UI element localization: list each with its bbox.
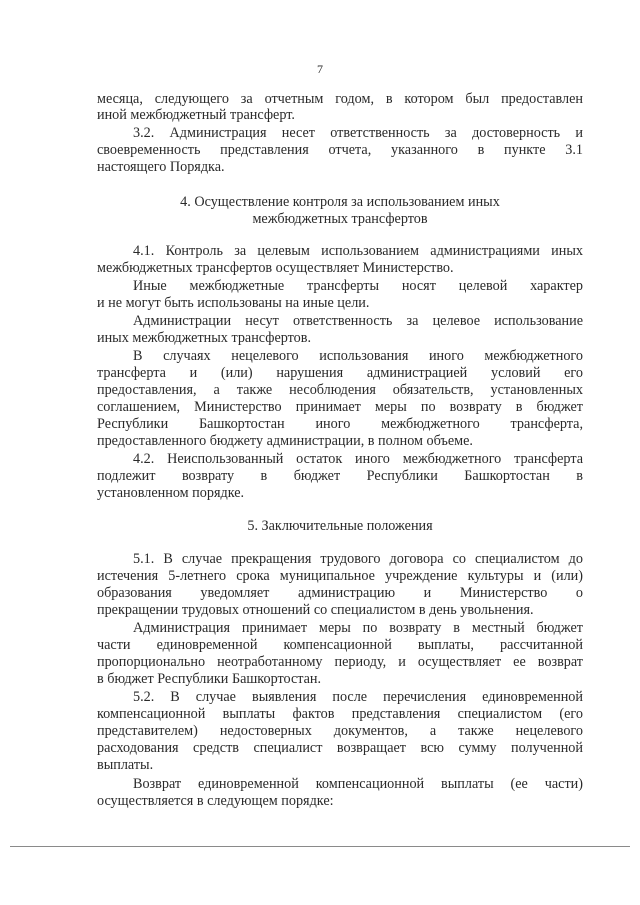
section-heading: 4. Осуществление контроля за использованием иных	[180, 194, 500, 210]
text-line: представителем) недостоверных документов, а также нецелевого	[97, 723, 583, 739]
text-line: образования уведомляет администрацию и Министерство о	[97, 585, 583, 601]
text-line: иных межбюджетных трансфертов.	[97, 330, 312, 346]
text-line: Республики Башкортостан иного межбюджетного трансферта,	[97, 416, 583, 432]
text-line: соглашением, Министерство принимает меры по возврату в бюджет	[97, 399, 583, 415]
text-line: расходования средств специалист возвращает всю сумму полученной	[97, 740, 583, 756]
text-line: Возврат единовременной компенсационной выплаты (ее части)	[133, 776, 583, 792]
text-line: Администрация принимает меры по возврату в местный бюджет	[133, 620, 583, 636]
text-line: 4.1. Контроль за целевым использованием администрациями иных	[133, 243, 583, 259]
text-line: своевременность представления отчета, указанного в пункте 3.1	[97, 142, 583, 158]
text-line: пропорционально неотработанному периоду, и осуществляет ее возврат	[97, 654, 583, 670]
text-line: Иные межбюджетные трансферты носят целевой характер	[133, 278, 583, 294]
text-line: подлежит возврату в бюджет Республики Башкортостан в	[97, 468, 583, 484]
text-line: В случаях нецелевого использования иного межбюджетного	[133, 348, 583, 364]
text-line: межбюджетных трансфертов осуществляет Министерство.	[97, 260, 454, 276]
text-line: 3.2. Администрация несет ответственность за достоверность и	[133, 125, 583, 141]
text-line: предоставления, а также несоблюдения обязательств, установленных	[97, 382, 583, 398]
text-line: иной межбюджетный трансферт.	[97, 107, 295, 123]
text-line: месяца, следующего за отчетным годом, в котором был предоставлен	[97, 91, 583, 107]
section-heading: межбюджетных трансфертов	[252, 211, 428, 227]
text-line: компенсационной выплаты фактов представления специалистом (его	[97, 706, 583, 722]
text-line: предоставленного бюджету администрации, в полном объеме.	[97, 433, 473, 449]
text-line: 5.1. В случае прекращения трудового договора со специалистом до	[133, 551, 583, 567]
page-number: 7	[317, 62, 323, 76]
footer-rule	[10, 846, 630, 847]
text-line: части единовременной компенсационной выплаты, рассчитанной	[97, 637, 583, 653]
text-line: осуществляется в следующем порядке:	[97, 793, 334, 809]
text-line: Администрации несут ответственность за целевое использование	[133, 313, 583, 329]
text-line: и не могут быть использованы на иные цели.	[97, 295, 370, 311]
text-line: выплаты.	[97, 757, 154, 773]
section-heading: 5. Заключительные положения	[247, 518, 433, 534]
text-line: трансферта и (или) нарушения администрацией условий его	[97, 365, 583, 381]
text-line: 5.2. В случае выявления после перечисления единовременной	[133, 689, 583, 705]
text-line: истечения 5-летнего срока муниципальное учреждение культуры и (или)	[97, 568, 583, 584]
text-line: 4.2. Неиспользованный остаток иного межбюджетного трансферта	[133, 451, 583, 467]
text-line: установленном порядке.	[97, 485, 245, 501]
text-line: в бюджет Республики Башкортостан.	[97, 671, 322, 687]
text-line: прекращении трудовых отношений со специалистом в день увольнения.	[97, 602, 534, 618]
text-line: настоящего Порядка.	[97, 159, 225, 175]
